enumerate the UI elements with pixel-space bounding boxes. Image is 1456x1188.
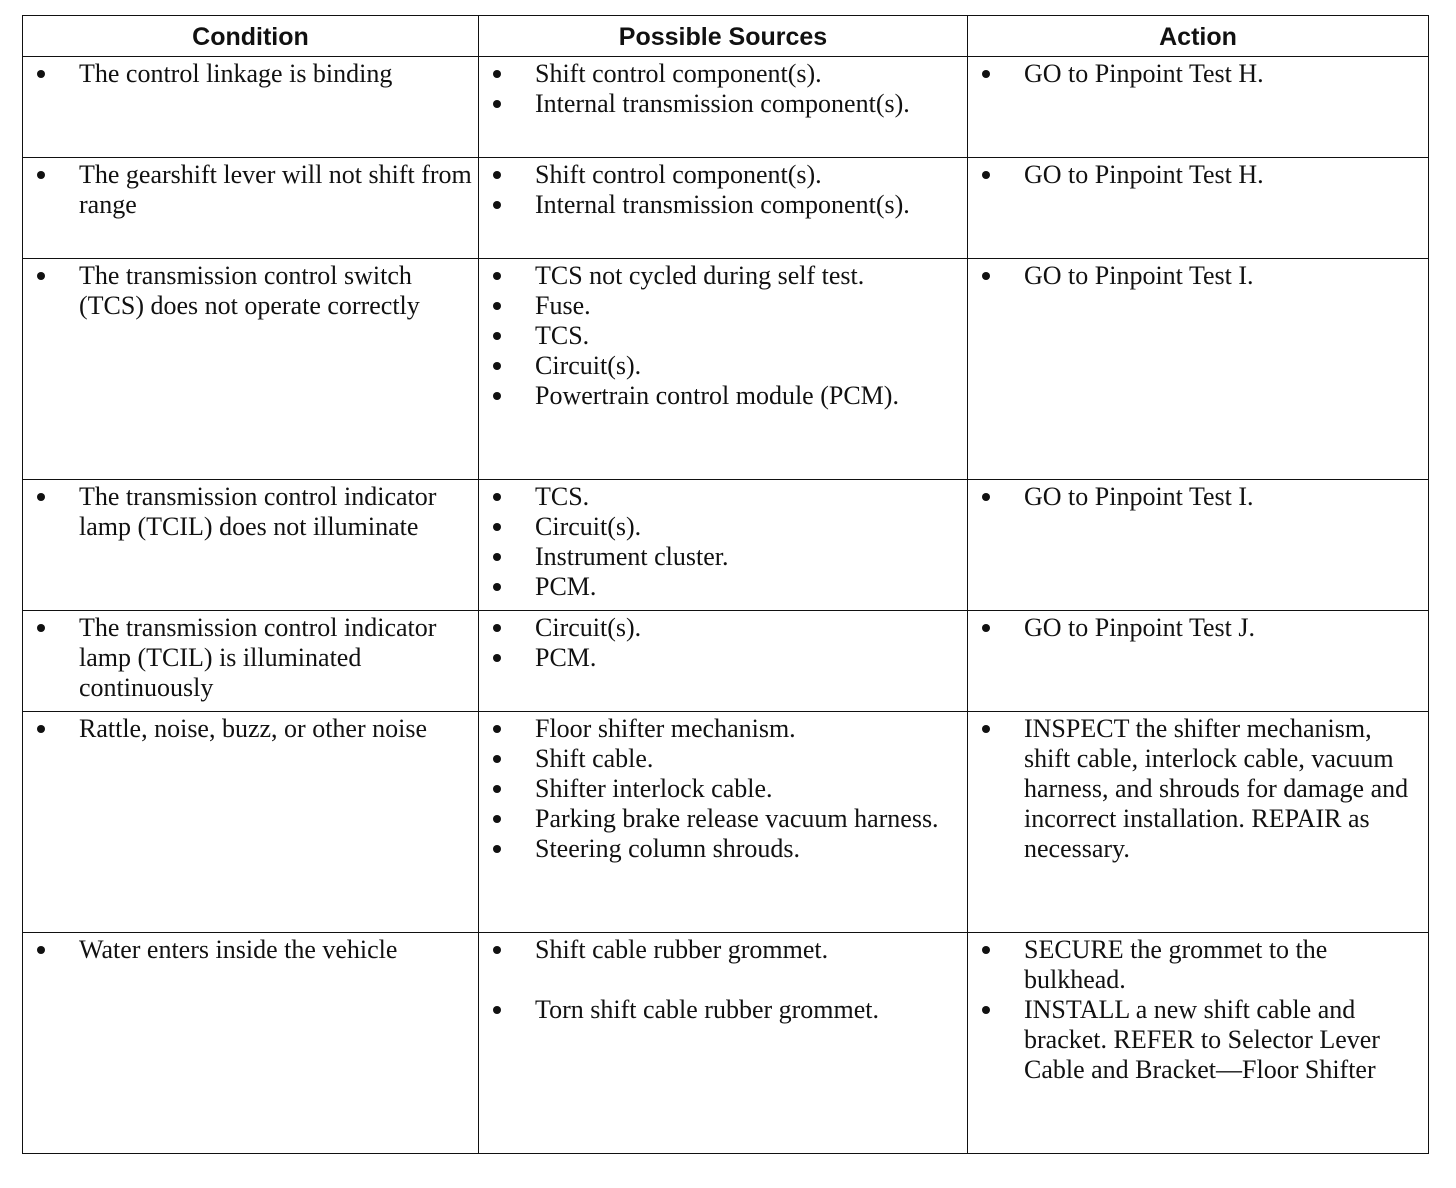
list-item: Shifter interlock cable. bbox=[479, 774, 961, 804]
bullet-icon bbox=[493, 70, 501, 78]
table-row bbox=[23, 57, 1429, 158]
bullet-icon bbox=[493, 171, 501, 179]
list-item: Shift cable rubber grommet. bbox=[479, 935, 961, 965]
bullet-icon bbox=[493, 523, 501, 531]
table-row bbox=[23, 611, 1429, 712]
list-item: Internal transmission component(s). bbox=[479, 89, 961, 119]
condition-cell bbox=[23, 158, 479, 259]
header-action: Action bbox=[968, 16, 1429, 57]
bullet-icon bbox=[982, 493, 990, 501]
list-item: Circuit(s). bbox=[479, 613, 961, 643]
table-row bbox=[23, 933, 1429, 1154]
list-item: The transmission control indicator lamp (TCIL) is illuminated continuously bbox=[23, 613, 472, 703]
bullet-icon bbox=[493, 302, 501, 310]
bullet-icon bbox=[493, 493, 501, 501]
sources-cell bbox=[479, 933, 968, 1154]
header-row bbox=[23, 16, 1429, 57]
bullet-icon bbox=[493, 272, 501, 280]
list-item: Parking brake release vacuum harness. bbox=[479, 804, 961, 834]
bullet-icon bbox=[982, 725, 990, 733]
list-item: Circuit(s). bbox=[479, 351, 961, 381]
sources-cell bbox=[479, 57, 968, 158]
header-condition: Condition bbox=[23, 16, 479, 57]
list-item: GO to Pinpoint Test J. bbox=[968, 613, 1422, 643]
condition-cell bbox=[23, 712, 479, 933]
list-item: TCS. bbox=[479, 482, 961, 512]
list-item: Shift control component(s). bbox=[479, 160, 961, 190]
bullet-icon bbox=[493, 785, 501, 793]
list-item: Powertrain control module (PCM). bbox=[479, 381, 961, 411]
bullet-icon bbox=[493, 725, 501, 733]
action-cell bbox=[968, 611, 1429, 712]
table-row bbox=[23, 259, 1429, 480]
list-item: Rattle, noise, buzz, or other noise bbox=[23, 714, 472, 744]
table-row bbox=[23, 480, 1429, 611]
condition-cell bbox=[23, 933, 479, 1154]
list-item: Instrument cluster. bbox=[479, 542, 961, 572]
bullet-icon bbox=[982, 946, 990, 954]
list-item: GO to Pinpoint Test H. bbox=[968, 160, 1422, 190]
action-cell bbox=[968, 259, 1429, 480]
bullet-icon bbox=[493, 362, 501, 370]
condition-cell bbox=[23, 611, 479, 712]
bullet-icon bbox=[493, 1006, 501, 1014]
list-item: The gearshift lever will not shift from range bbox=[23, 160, 472, 220]
list-item: INSTALL a new shift cable and bracket. REFER to Selector Lever Cable and Bracket—Floor Shifter bbox=[968, 995, 1422, 1085]
list-item: The transmission control indicator lamp (TCIL) does not illuminate bbox=[23, 482, 472, 542]
sources-cell bbox=[479, 712, 968, 933]
list-item: Steering column shrouds. bbox=[479, 834, 961, 864]
list-item: SECURE the grommet to the bulkhead. bbox=[968, 935, 1422, 995]
condition-cell bbox=[23, 57, 479, 158]
bullet-icon bbox=[493, 583, 501, 591]
list-item: Fuse. bbox=[479, 291, 961, 321]
bullet-icon bbox=[982, 272, 990, 280]
list-item: INSPECT the shifter mechanism, shift cable, interlock cable, vacuum harness, and shrouds for damage and incorrect installation. REPAIR as necessary. bbox=[968, 714, 1422, 864]
list-item: Floor shifter mechanism. bbox=[479, 714, 961, 744]
header-possible-sources: Possible Sources bbox=[479, 16, 968, 57]
list-item: PCM. bbox=[479, 572, 961, 602]
sources-cell bbox=[479, 158, 968, 259]
list-item: Circuit(s). bbox=[479, 512, 961, 542]
bullet-icon bbox=[493, 815, 501, 823]
bullet-icon bbox=[37, 946, 45, 954]
list-item: GO to Pinpoint Test I. bbox=[968, 482, 1422, 512]
bullet-icon bbox=[982, 1006, 990, 1014]
bullet-icon bbox=[493, 624, 501, 632]
bullet-icon bbox=[493, 654, 501, 662]
sources-cell bbox=[479, 480, 968, 611]
list-item: Shift control component(s). bbox=[479, 59, 961, 89]
diagnosis-table bbox=[22, 15, 1429, 1154]
bullet-icon bbox=[982, 70, 990, 78]
table-row bbox=[23, 158, 1429, 259]
bullet-icon bbox=[493, 755, 501, 763]
list-item: TCS not cycled during self test. bbox=[479, 261, 961, 291]
list-item: PCM. bbox=[479, 643, 961, 673]
list-item: Shift cable. bbox=[479, 744, 961, 774]
action-cell bbox=[968, 933, 1429, 1154]
table-row bbox=[23, 712, 1429, 933]
list-item: Water enters inside the vehicle bbox=[23, 935, 472, 965]
bullet-icon bbox=[982, 624, 990, 632]
list-item: Torn shift cable rubber grommet. bbox=[479, 995, 961, 1025]
sources-cell bbox=[479, 259, 968, 480]
condition-cell bbox=[23, 259, 479, 480]
action-cell bbox=[968, 158, 1429, 259]
list-item: Internal transmission component(s). bbox=[479, 190, 961, 220]
list-item: GO to Pinpoint Test I. bbox=[968, 261, 1422, 291]
bullet-icon bbox=[493, 392, 501, 400]
action-cell bbox=[968, 57, 1429, 158]
bullet-icon bbox=[982, 171, 990, 179]
list-item: The transmission control switch (TCS) does not operate correctly bbox=[23, 261, 472, 321]
list-item: TCS. bbox=[479, 321, 961, 351]
bullet-icon bbox=[37, 70, 45, 78]
bullet-icon bbox=[493, 845, 501, 853]
bullet-icon bbox=[493, 100, 501, 108]
list-item: The control linkage is binding bbox=[23, 59, 472, 89]
condition-cell bbox=[23, 480, 479, 611]
bullet-icon bbox=[493, 201, 501, 209]
bullet-icon bbox=[493, 946, 501, 954]
bullet-icon bbox=[37, 725, 45, 733]
action-cell bbox=[968, 480, 1429, 611]
bullet-icon bbox=[37, 272, 45, 280]
sources-cell bbox=[479, 611, 968, 712]
bullet-icon bbox=[493, 332, 501, 340]
bullet-icon bbox=[37, 624, 45, 632]
bullet-icon bbox=[37, 493, 45, 501]
list-item: GO to Pinpoint Test H. bbox=[968, 59, 1422, 89]
action-cell bbox=[968, 712, 1429, 933]
bullet-icon bbox=[493, 553, 501, 561]
bullet-icon bbox=[37, 171, 45, 179]
